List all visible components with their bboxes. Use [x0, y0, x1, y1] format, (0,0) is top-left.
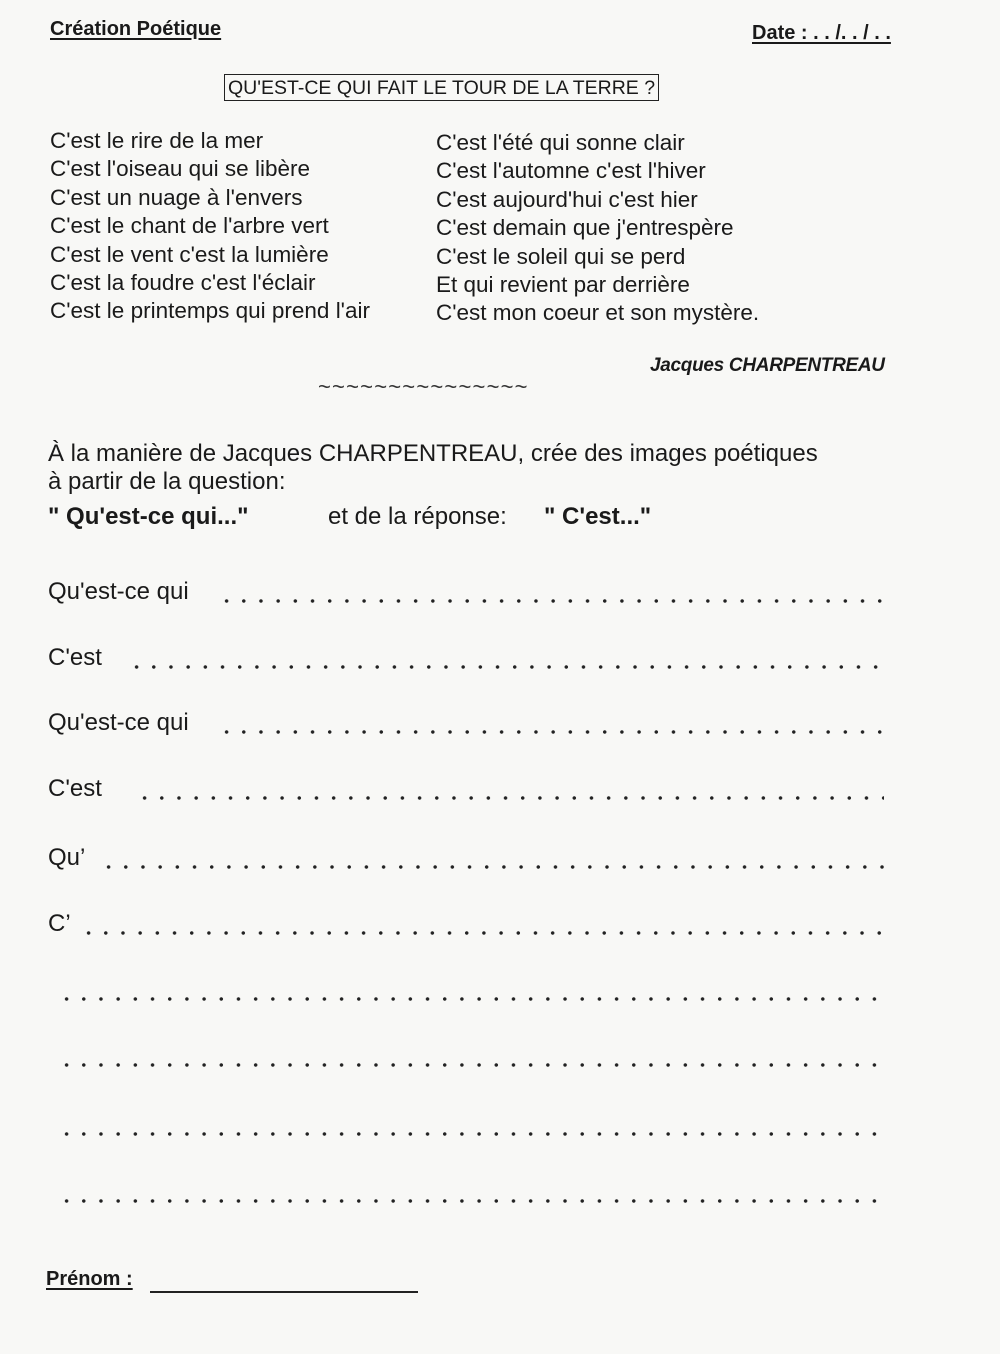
date-field[interactable]: Date : . . /. . / . .	[752, 22, 891, 44]
dotted-line	[218, 729, 882, 735]
instruction-connector: et de la réponse:	[328, 503, 507, 530]
poem-author: Jacques CHARPENTREAU	[650, 355, 885, 376]
dotted-line	[58, 1062, 884, 1068]
writing-line[interactable]	[0, 709, 1000, 743]
poem-line: C'est le printemps qui prend l'air	[50, 298, 370, 324]
poem-right-column	[436, 129, 759, 328]
writing-line[interactable]	[0, 844, 1000, 878]
poem-line: C'est aujourd'hui c'est hier	[436, 186, 698, 212]
dotted-line	[80, 930, 884, 936]
poem-line: C'est demain que j'entrespère	[436, 215, 734, 241]
writing-line-label: Qu'est-ce qui	[48, 709, 189, 736]
writing-line[interactable]	[0, 1178, 1000, 1212]
poem-line: Et qui revient par derrière	[436, 272, 690, 298]
poem-line: C'est l'oiseau qui se libère	[50, 156, 310, 182]
dotted-line	[58, 1198, 884, 1204]
worksheet-title: Création Poétique	[50, 18, 222, 40]
writing-line-label: Qu'est-ce qui	[48, 578, 189, 605]
prenom-label: Prénom :	[46, 1268, 133, 1290]
question-prompt: " Qu'est-ce qui..."	[48, 503, 249, 530]
poem-line: C'est la foudre c'est l'éclair	[50, 270, 316, 296]
writing-line-label: C’	[48, 910, 71, 937]
poem-line: C'est le vent c'est la lumière	[50, 241, 329, 267]
answer-prompt: " C'est..."	[544, 503, 652, 530]
dotted-line	[58, 1131, 884, 1137]
poem-line: C'est le soleil qui se perd	[436, 243, 686, 269]
instruction-prompt	[48, 503, 652, 531]
writing-line[interactable]	[0, 1111, 1000, 1145]
poem-line: C'est le chant de l'arbre vert	[50, 213, 329, 239]
separator: ~~~~~~~~~~~~~~~	[318, 374, 529, 399]
instructions	[48, 440, 818, 496]
poem-line: C'est l'automne c'est l'hiver	[436, 158, 706, 184]
writing-line-label: C'est	[48, 775, 102, 802]
writing-line[interactable]	[0, 644, 1000, 678]
poem-line: C'est le rire de la mer	[50, 128, 264, 153]
dotted-line	[100, 864, 884, 870]
instruction-line: à partir de la question:	[48, 468, 286, 495]
instruction-line: À la manière de Jacques CHARPENTREAU, crée des images poétiques	[48, 440, 818, 467]
writing-line[interactable]	[0, 910, 1000, 944]
dotted-line	[58, 996, 884, 1002]
poem-left-column	[50, 127, 370, 326]
writing-line[interactable]	[0, 1042, 1000, 1076]
poem-title: QU'EST-CE QUI FAIT LE TOUR DE LA TERRE ?	[224, 74, 659, 101]
poem-line: C'est mon coeur et son mystère.	[436, 300, 760, 326]
writing-line-label: Qu’	[48, 844, 86, 871]
prenom-field[interactable]	[150, 1291, 418, 1293]
poem-line: C'est l'été qui sonne clair	[436, 130, 685, 155]
writing-line[interactable]	[0, 578, 1000, 612]
poem-line: C'est un nuage à l'envers	[50, 184, 303, 210]
writing-line[interactable]	[0, 976, 1000, 1010]
dotted-line	[218, 598, 882, 604]
dotted-line	[136, 795, 884, 801]
writing-line[interactable]	[0, 775, 1000, 809]
dotted-line	[128, 664, 884, 670]
writing-line-label: C'est	[48, 644, 102, 671]
